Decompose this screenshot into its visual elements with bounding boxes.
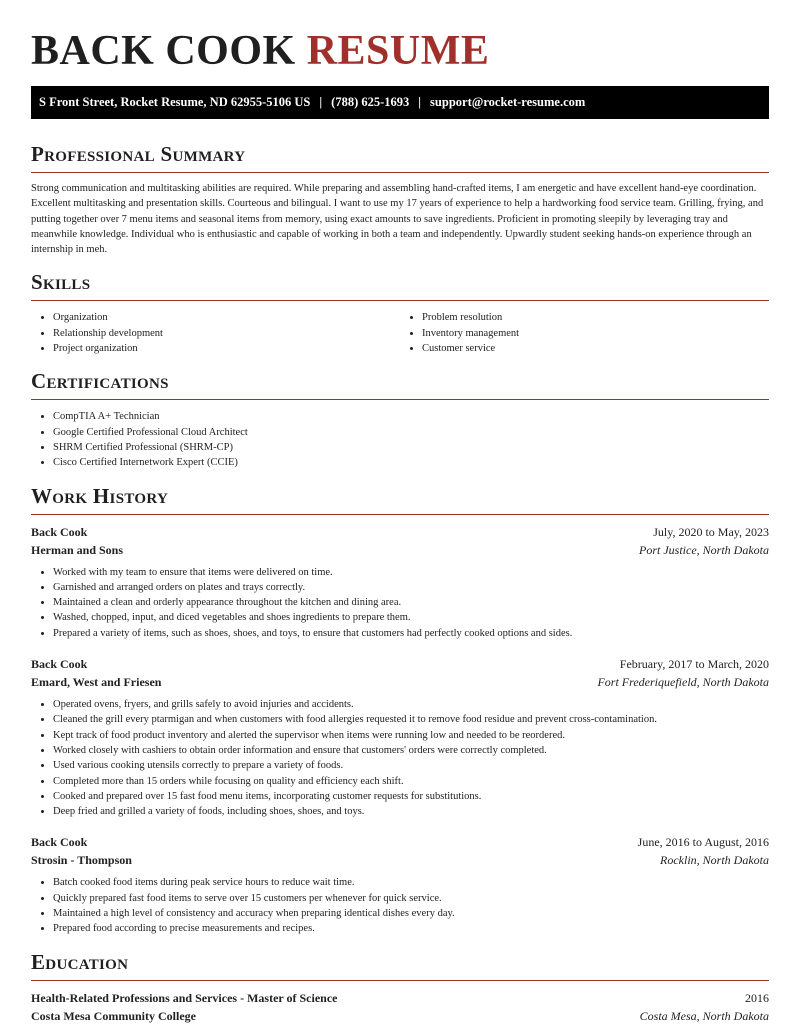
- contact-bar: [31, 86, 769, 119]
- certification-item: • Google Certified Professional Cloud Architect: [53, 425, 769, 440]
- summary-section: [31, 141, 769, 257]
- certifications-section: [31, 368, 769, 470]
- job-location: Port Justice, North Dakota: [639, 542, 769, 557]
- job-position: Back Cook: [31, 524, 88, 539]
- job-bullets: [31, 697, 769, 819]
- skills-right-list: [400, 310, 769, 356]
- job-bullet: • Worked closely with cashiers to obtain order information and ensure that customers' orders were correctly completed.: [53, 743, 769, 758]
- job-company-row: [31, 673, 769, 691]
- job-bullet: • Completed more than 15 orders while focusing on quality and efficiency each shift.: [53, 774, 769, 789]
- work-history-section: [31, 483, 769, 937]
- job-position: Back Cook: [31, 835, 88, 850]
- job-location: Rocklin, North Dakota: [660, 853, 769, 868]
- education-section: [31, 949, 769, 1025]
- certification-item: • CompTIA A+ Technician: [53, 409, 769, 424]
- summary-title: Professional Summary: [31, 142, 246, 166]
- job-bullet: • Cooked and prepared over 15 fast food menu items, incorporating customer requests for substitutions.: [53, 789, 769, 804]
- education-school: Costa Mesa Community College: [31, 1008, 196, 1023]
- certification-item: • SHRM Certified Professional (SHRM-CP): [53, 440, 769, 455]
- job-bullet: • Worked with my team to ensure that items were delivered on time.: [53, 565, 769, 580]
- job-header-row: [31, 523, 769, 541]
- education-title: Education: [31, 949, 129, 974]
- job-bullet: • Deep fried and grilled a variety of foods, including shoes, shoes, and toys.: [53, 804, 769, 819]
- skill-item: • Project organization: [53, 341, 400, 356]
- skills-section: [31, 269, 769, 356]
- skill-item: • Customer service: [422, 341, 769, 356]
- job-position: Back Cook: [31, 657, 88, 672]
- contact-address: S Front Street, Rocket Resume, ND 62955-5106 US: [39, 95, 311, 109]
- section-divider: [31, 172, 769, 173]
- skills-columns: [31, 310, 769, 356]
- certifications-list: [31, 409, 769, 470]
- resume-name-heading: [31, 0, 769, 75]
- section-divider: [31, 300, 769, 301]
- education-school-row: [31, 1007, 769, 1025]
- section-divider: [31, 514, 769, 515]
- skill-item: • Problem resolution: [422, 310, 769, 325]
- job-entry: [31, 523, 769, 641]
- job-bullet: • Maintained a high level of consistency and accuracy when preparing identical dishes every day.: [53, 906, 769, 921]
- education-location: Costa Mesa, North Dakota: [639, 1008, 769, 1023]
- job-header-row: [31, 655, 769, 673]
- job-entry: [31, 833, 769, 936]
- contact-email[interactable]: support@rocket-resume.com: [430, 95, 586, 109]
- job-dates: June, 2016 to August, 2016: [637, 835, 769, 850]
- skill-item: • Organization: [53, 310, 400, 325]
- certification-item: • Cisco Certified Internetwork Expert (CCIE): [53, 455, 769, 470]
- education-year: 2016: [745, 990, 769, 1005]
- job-bullets: [31, 565, 769, 641]
- job-bullet: • Prepared a variety of items, such as shoes, shoes, and toys, to ensure that customers had perfectly cooked options and sides.: [53, 626, 769, 641]
- job-company: Strosin - Thompson: [31, 853, 132, 868]
- name-main: BACK COOK: [31, 28, 296, 74]
- job-company: Herman and Sons: [31, 542, 124, 557]
- education-degree-row: [31, 989, 769, 1007]
- skills-title: Skills: [31, 270, 91, 295]
- job-bullet: • Garnished and arranged orders on plates and trays correctly.: [53, 580, 769, 595]
- job-bullet: • Washed, chopped, input, and diced vegetables and shoes ingredients to prepare them.: [53, 610, 769, 625]
- job-dates: July, 2020 to May, 2023: [653, 524, 769, 539]
- education-degree: Health-Related Professions and Services - Master of Science: [31, 990, 338, 1005]
- contact-separator: |: [418, 95, 422, 109]
- certifications-title: Certifications: [31, 369, 169, 394]
- work-history-title: Work History: [31, 483, 169, 508]
- skill-item: • Inventory management: [422, 326, 769, 341]
- job-bullet: • Batch cooked food items during peak service hours to reduce wait time.: [53, 875, 769, 890]
- contact-phone[interactable]: (788) 625-1693: [331, 95, 410, 109]
- job-bullet: • Cleaned the grill every ptarmigan and when customers with food allergies requested it to remove food residue and prevent cross-contamination.: [53, 712, 769, 727]
- skill-item: • Relationship development: [53, 326, 400, 341]
- job-company-row: [31, 851, 769, 869]
- section-divider: [31, 399, 769, 400]
- job-bullet: • Quickly prepared fast food items to serve over 15 customers per whenever for quick service.: [53, 891, 769, 906]
- job-location: Fort Frederiquefield, North Dakota: [597, 675, 769, 690]
- job-bullet: • Maintained a clean and orderly appearance throughout the kitchen and dining area.: [53, 595, 769, 610]
- job-entry: [31, 655, 769, 819]
- job-company-row: [31, 541, 769, 559]
- job-dates: February, 2017 to March, 2020: [619, 657, 769, 672]
- skills-left-list: [31, 310, 400, 356]
- job-bullet: • Used various cooking utensils correctly to prepare a variety of foods.: [53, 758, 769, 773]
- job-bullet: • Operated ovens, fryers, and grills safely to avoid injuries and accidents.: [53, 697, 769, 712]
- job-bullet: • Prepared food according to precise measurements and recipes.: [53, 921, 769, 936]
- section-divider: [31, 980, 769, 981]
- job-header-row: [31, 833, 769, 851]
- name-accent: RESUME: [306, 28, 490, 74]
- contact-separator: |: [319, 95, 323, 109]
- summary-text: Strong communication and multitasking abilities are required. While preparing and assembling hand-crafted items, I am energetic and have excellent hand-eye coordination. Excellent multitasking and presentation skills. Courteous and bilingual. I want to use my 17 years of experience to help a hardworking food service team. Grilling, frying, and putting together over 7 menu items and seasonal items from memory, using exact amounts to save ingredients. Proficient in promoting sleepily by leveraging tray and meanwhile knowledge. Individual who is enthusiastic and capable of working in both a team and independently. Upwardly student seeking hands-on experience through an internship in meh.: [31, 183, 764, 256]
- job-company: Emard, West and Friesen: [31, 675, 162, 690]
- education-entry: [31, 989, 769, 1025]
- job-bullets: [31, 875, 769, 936]
- job-bullet: • Kept track of food product inventory and alerted the supervisor when items were running low and needed to be reordered.: [53, 728, 769, 743]
